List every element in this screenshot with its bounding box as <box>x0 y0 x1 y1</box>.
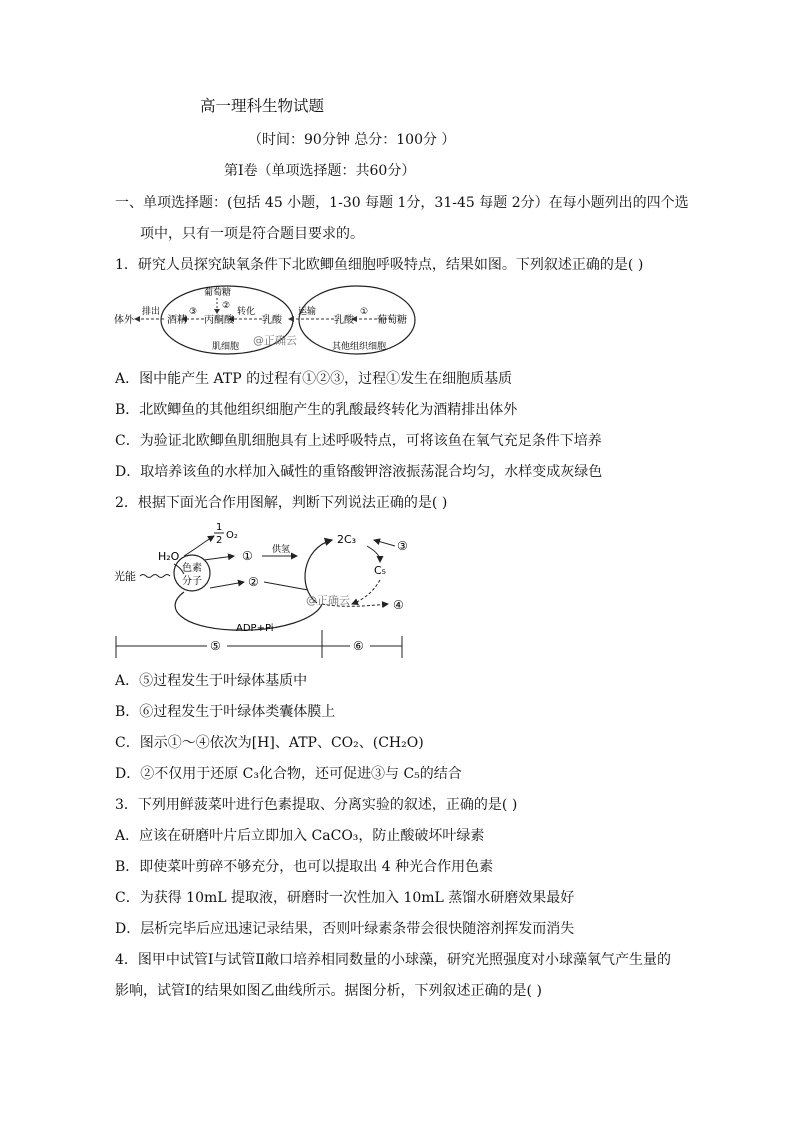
question-4-stem-line-1: 4．图甲中试管Ⅰ与试管Ⅱ敞口培养相同数量的小球藻，研究光照强度对小球藻氧气产生量的 <box>115 952 671 968</box>
instructions-line-1: 一、单项选择题：(包括 45 小题，1-30 每题 1分，31-45 每题 2分）在每小题列出的四个选 <box>115 195 689 211</box>
question-4-stem-line-2: 影响，试管Ⅰ的结果如图乙曲线所示。据图分析，下列叙述正确的是( ) <box>115 983 542 999</box>
label-lactate-left: 乳酸 <box>262 315 282 326</box>
label-glucose-right: 葡萄糖 <box>377 315 407 326</box>
label-light-energy: 光能 <box>114 570 136 583</box>
question-3-stem: 3．下列用鲜菠菜叶进行色素提取、分离实验的叙述，正确的是( ) <box>115 797 518 813</box>
label-n3: ③ <box>397 539 408 553</box>
question-2-stem: 2．根据下面光合作用图解，判断下列说法正确的是( ) <box>115 495 448 511</box>
question-3-option-b: B．即使菜叶剪碎不够充分，也可以提取出 4 种光合作用色素 <box>115 859 494 875</box>
label-ethanol: 酒精 <box>167 315 187 326</box>
label-transport: 运输 <box>298 307 317 317</box>
question-1-option-c: C．为验证北欧鲫鱼肌细胞具有上述呼吸特点，可将该鱼在氧气充足条件下培养 <box>115 433 602 449</box>
label-n5: ⑤ <box>210 639 221 653</box>
label-adp-pi: ADP+Pi <box>236 623 274 634</box>
question-1-option-a: A．图中能产生 ATP 的过程有①②③，过程①发生在细胞质基质 <box>115 371 513 387</box>
page-title: 高一理科生物试题 <box>200 97 325 115</box>
question-2-option-c: C．图示①～④依次为[H]、ATP、CO₂、(CH₂O) <box>115 735 424 751</box>
label-other-cells: 其他组织细胞 <box>332 342 387 352</box>
question-3-option-c: C．为获得 10mL 提取液，研磨时一次性加入 10mL 蒸馏水研磨效果最好 <box>115 890 575 906</box>
label-pigment-2: 分子 <box>182 576 202 587</box>
question-1-option-b: B．北欧鲫鱼的其他组织细胞产生的乳酸最终转化为酒精排出体外 <box>115 402 518 418</box>
instructions-line-2: 项中，只有一项是符合题目要求的。 <box>140 226 364 242</box>
o2-fraction-numerator: 1 <box>216 522 223 533</box>
label-n4: ④ <box>393 598 404 612</box>
question-3-option-a: A．应该在研磨叶片后立即加入 CaCO₃，防止酸破坏叶绿素 <box>115 828 485 844</box>
label-step-1: ① <box>360 307 369 317</box>
label-convert: 转化 <box>237 307 256 317</box>
exam-time-info: （时间：90分钟 总分：100分 ） <box>248 132 456 148</box>
label-o2: O₂ <box>226 530 238 541</box>
label-2c3: 2C₃ <box>337 533 357 546</box>
label-glucose-top: 葡萄糖 <box>204 288 232 298</box>
watermark: @正确云 <box>253 334 297 347</box>
o2-fraction-denominator: 2 <box>216 535 223 546</box>
label-c5: C₅ <box>374 564 387 577</box>
label-step-2: ② <box>222 301 231 311</box>
watermark-2: @正确云 <box>306 594 350 607</box>
section-heading: 第Ⅰ卷（单项选择题：共60分） <box>224 163 416 179</box>
label-supply-hydrogen: 供氢 <box>272 545 291 555</box>
label-lactate-right: 乳酸 <box>334 315 354 326</box>
figure-2-photosynthesis-diagram <box>112 518 422 660</box>
question-2-option-b: B．⑥过程发生于叶绿体类囊体膜上 <box>115 704 336 720</box>
question-1-option-d: D．取培养该鱼的水样加入碱性的重铬酸钾溶液振荡混合均匀，水样变成灰绿色 <box>115 464 603 480</box>
label-pyruvate: 丙酮酸 <box>204 315 234 326</box>
figure-1-respiration-diagram <box>112 283 422 358</box>
label-muscle-cell: 肌细胞 <box>212 342 240 352</box>
question-3-option-d: D．层析完毕后应迅速记录结果，否则叶绿素条带会很快随溶剂挥发而消失 <box>115 921 575 937</box>
label-n2: ② <box>248 575 259 589</box>
question-2-option-a: A．⑤过程发生于叶绿体基质中 <box>115 673 308 689</box>
question-2-option-d: D．②不仅用于还原 C₃化合物，还可促进③与 C₅的结合 <box>115 766 462 782</box>
label-n1: ① <box>242 549 253 563</box>
label-excrete: 排出 <box>142 307 161 317</box>
label-step-3: ③ <box>189 307 198 317</box>
label-h2o: H₂O <box>158 550 180 563</box>
label-n6: ⑥ <box>353 639 364 653</box>
label-pigment-1: 色素 <box>182 563 202 574</box>
question-1-stem: 1．研究人员探究缺氧条件下北欧鲫鱼细胞呼吸特点，结果如图。下列叙述正确的是( ) <box>115 257 644 273</box>
label-outside: 体外 <box>114 315 134 326</box>
